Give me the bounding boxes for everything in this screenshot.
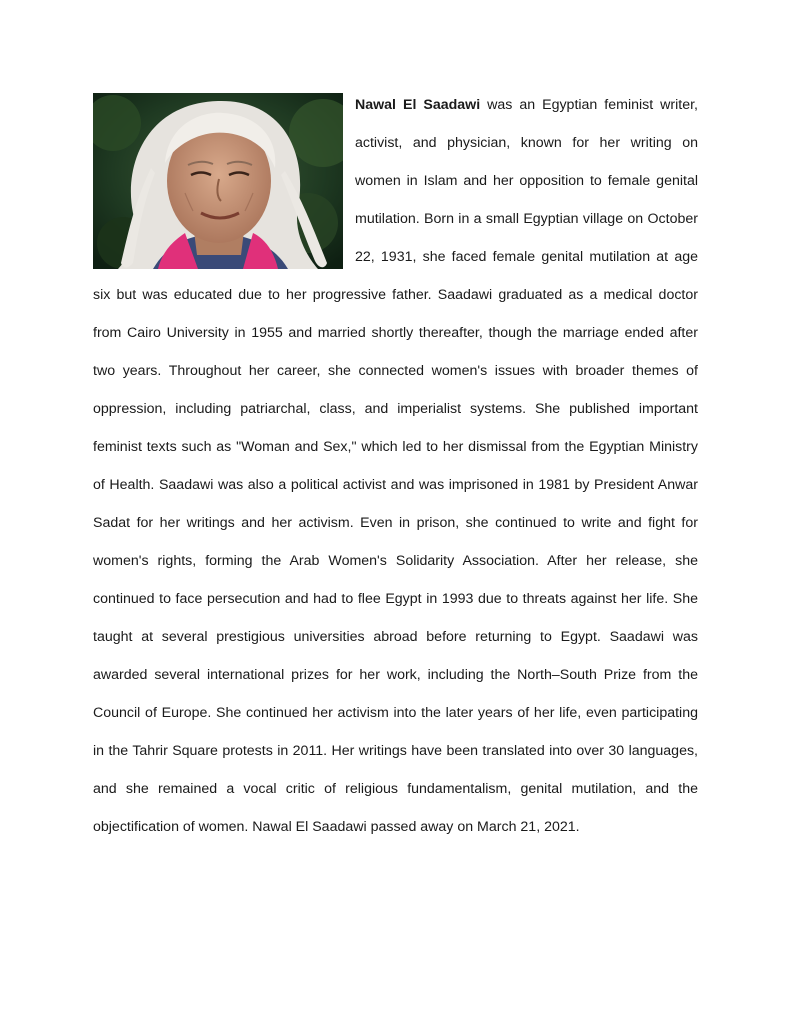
subject-name: Nawal El Saadawi [355, 97, 481, 113]
article-body: was an Egyptian feminist writer, activist, and physician, known for her writing on women in Islam and her opposition to female genital mutilation. Born in a small Egyptian village on October 22, 1931, she faced female genital mutilation at age six but was educated due to her progressive father. Saadawi graduated as a medical doctor from Cairo University in 1955 and married shortly thereafter, though the marriage ended after two years. Throughout her career, she connected women's issues with broader themes of oppression, including patriarchal, class, and imperialist systems. She published important feminist texts such as "Woman and Sex," which led to her dismissal from the Egyptian Ministry of Health. Saadawi was also a political activist and was imprisoned in 1981 by President Anwar Sadat for her writings and her activism. Even in prison, she continued to write and fight for women's rights, forming the Arab Women's Solidarity Association. After her release, she continued to face persecution and had to flee Egypt in 1993 due to threats against her life. She taught at several prestigious universities abroad before returning to Egypt. Saadawi was awarded several international prizes for her work, including the North–South Prize from the Council of Europe. She continued her activism into the later years of her life, even participating in the Tahrir Square protests in 2011. Her writings have been translated into over 30 languages, and she remained a vocal critic of religious fundamentalism, genital mutilation, and the objectification of women. Nawal El Saadawi passed away on March 21, 2021. [93, 97, 698, 835]
portrait-photo [93, 93, 343, 269]
article-text [93, 86, 698, 846]
